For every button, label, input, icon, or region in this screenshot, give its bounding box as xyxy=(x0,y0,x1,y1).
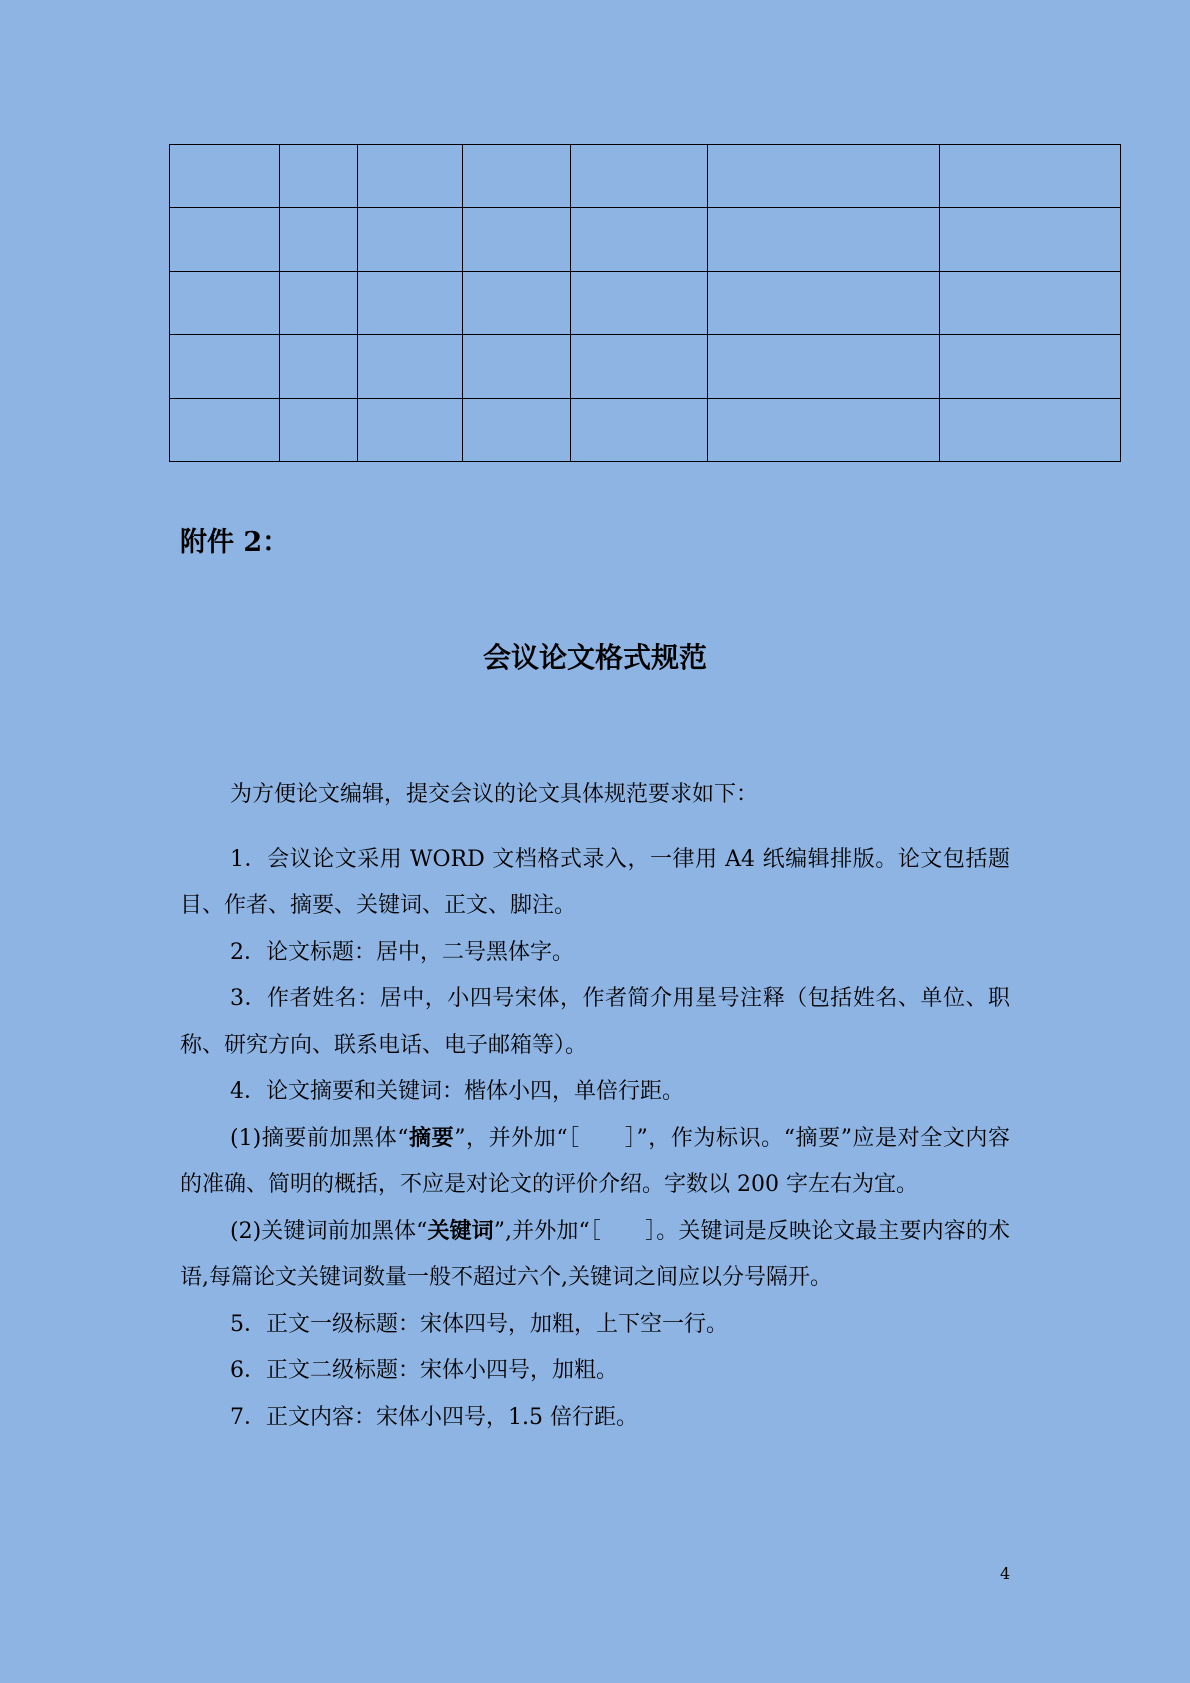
item-7: 7．正文内容：宋体小四号，1.5 倍行距。 xyxy=(230,1404,638,1430)
table-cell xyxy=(358,398,463,461)
table-cell xyxy=(940,398,1121,461)
table-cell xyxy=(708,271,940,334)
table-cell xyxy=(571,208,708,271)
intro-paragraph: 为方便论文编辑，提交会议的论文具体规范要求如下： xyxy=(230,782,759,807)
table-cell xyxy=(708,398,940,461)
item-4-sub-1 xyxy=(180,1116,1010,1209)
table-cell xyxy=(358,145,463,208)
table-cell xyxy=(170,208,280,271)
table-cell xyxy=(940,335,1121,398)
table-cell xyxy=(170,398,280,461)
table-cell xyxy=(708,145,940,208)
abstract-keyword: 摘要 xyxy=(408,1125,455,1151)
table-cell xyxy=(358,208,463,271)
keywords-keyword: 关键词 xyxy=(427,1218,494,1244)
table-row xyxy=(170,335,1121,398)
body-text xyxy=(180,772,1010,1441)
item-2: 2．论文标题：居中，二号黑体字。 xyxy=(230,939,574,965)
item-6: 6．正文二级标题：宋体小四号，加粗。 xyxy=(230,1358,618,1383)
table-cell xyxy=(940,145,1121,208)
table-cell xyxy=(708,335,940,398)
table-cell xyxy=(463,271,571,334)
sub1-pre: (1)摘要前加黑体“ xyxy=(230,1125,409,1151)
table-cell xyxy=(170,271,280,334)
blank-table xyxy=(169,144,1121,462)
page-title: 会议论文格式规范 xyxy=(482,641,707,674)
annex-label: 附件 2： xyxy=(180,527,290,558)
table-row xyxy=(170,208,1121,271)
table-cell xyxy=(280,145,358,208)
table-cell xyxy=(358,271,463,334)
table-row xyxy=(170,398,1121,461)
table-cell xyxy=(571,271,708,334)
sub2-post: ”,并外加“［ ］。关键词是反映论文最主要内容的术语,每篇论文关键词数量一般不超过六个,关键词之间应以分号隔开。 xyxy=(180,1218,1010,1290)
item-5: 5．正文一级标题：宋体四号，加粗，上下空一行。 xyxy=(230,1311,728,1337)
item-4: 4．论文摘要和关键词：楷体小四，单倍行距。 xyxy=(230,1079,684,1104)
table-row xyxy=(170,271,1121,334)
table-cell xyxy=(940,208,1121,271)
table-cell xyxy=(280,208,358,271)
table-cell xyxy=(708,208,940,271)
table-cell xyxy=(170,335,280,398)
table-cell xyxy=(280,398,358,461)
table-cell xyxy=(358,335,463,398)
table-cell xyxy=(571,145,708,208)
table-cell xyxy=(463,208,571,271)
sub2-pre: (2)关键词前加黑体“ xyxy=(230,1218,428,1244)
item-4-sub-2 xyxy=(180,1209,1010,1302)
table-cell xyxy=(463,398,571,461)
table-cell xyxy=(170,145,280,208)
sub1-post: ”，并外加“［ ］”，作为标识。“摘要”应是对全文内容的准确、简明的概括，不应是对论文的评价介绍。字数以 200 字左右为宜。 xyxy=(180,1125,1010,1197)
table-row xyxy=(170,145,1121,208)
item-3: 3．作者姓名：居中，小四号宋体，作者简介用星号注释（包括姓名、单位、职称、研究方向、联系电话、电子邮箱等）。 xyxy=(180,986,1010,1058)
page-number: 4 xyxy=(1000,1564,1011,1583)
table-cell xyxy=(463,145,571,208)
table-cell xyxy=(463,335,571,398)
table-cell xyxy=(280,271,358,334)
table-cell xyxy=(280,335,358,398)
table-cell xyxy=(940,271,1121,334)
table-cell xyxy=(571,398,708,461)
item-1: 1．会议论文采用 WORD 文档格式录入，一律用 A4 纸编辑排版。论文包括题目、作者、摘要、关键词、正文、脚注。 xyxy=(180,846,1010,918)
table-cell xyxy=(571,335,708,398)
